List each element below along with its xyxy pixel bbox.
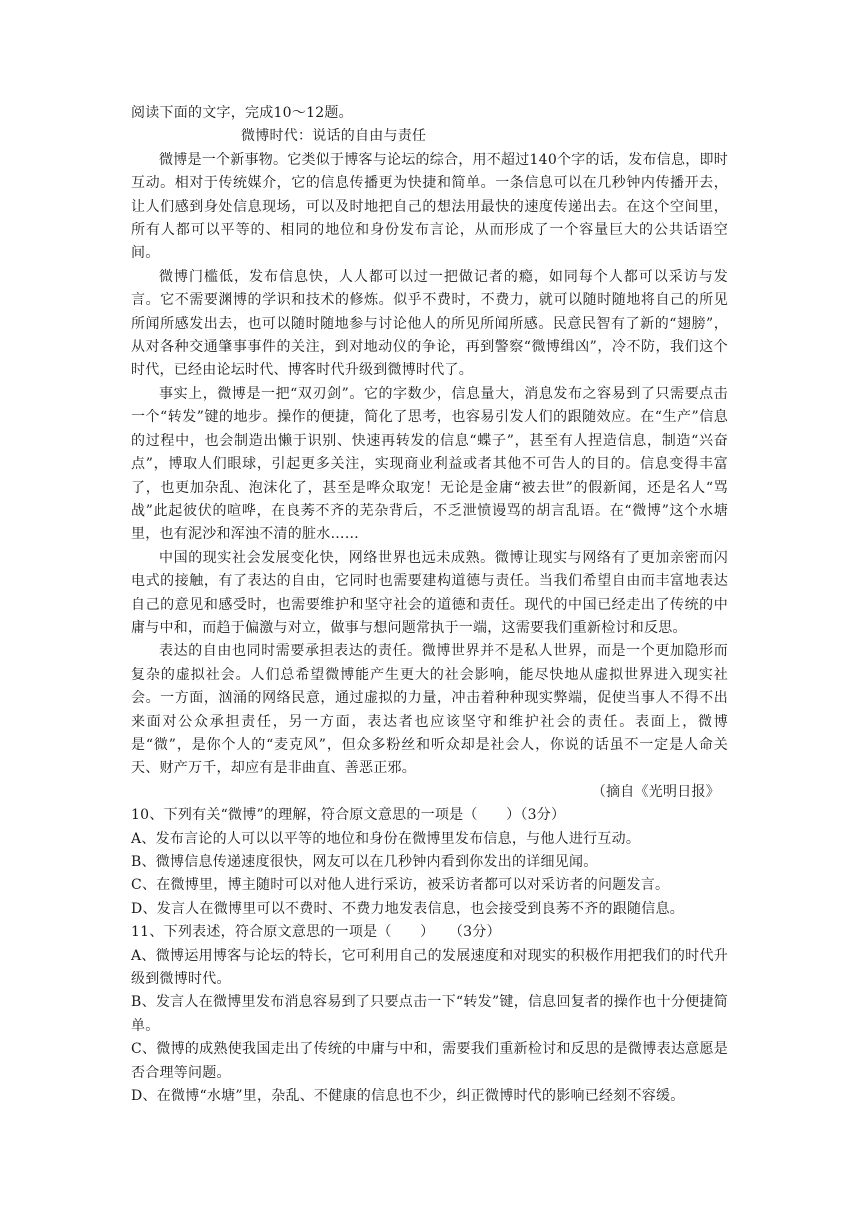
question-option-a: A、微博运用博客与论坛的特长，它可利用自己的发展速度和对现实的积极作用把我们的时代升级到微博时代。 [131, 947, 728, 988]
article-title: 微博时代：说话的自由与责任 [241, 128, 427, 145]
document-page [131, 102, 728, 1108]
reading-instruction: 阅读下面的文字，完成10～12题。 [131, 105, 353, 121]
question-option-b: B、微博信息传递速度很快，网友可以在几秒钟内看到你发出的详细见闻。 [131, 854, 598, 870]
question-option-b: B、发言人在微博里发布消息容易到了只要点击一下“转发”键，信息回复者的操作也十分便捷简单。 [131, 994, 728, 1034]
question-10 [131, 804, 728, 921]
question-option-d: D、发言人在微博里可以不费时、不费力地发表信息，也会接受到良莠不齐的跟随信息。 [131, 900, 684, 917]
article-paragraph-5: 表达的自由也同时需要承担表达的责任。微博世界并不是私人世界，而是一个更加隐形而复杂的虚拟社会。人们总希望微博能产生更大的社会影响，能尽快地从虚拟世界进入现实社会。一方面，汹涌的网络民意，通过虚拟的力量，冲击着种种现实弊端，促使当事人不得不出来面对公众承担责任，另一方面，表达者也应该坚守和维护社会的责任。表面上，微博是“微”，是你个人的“麦克风”，但众多粉丝和听众却是社会人，你说的话虽不一定是人命关天、财产万千，却应有是非曲直、善恶正邪。 [131, 643, 728, 777]
article-paragraph-2: 微博门槛低，发布信息快，人人都可以过一把做记者的瘾，如同每个人都可以采访与发言。它不需要渊博的学识和技术的修炼。似乎不费时，不费力，就可以随时随地将自己的所见所闻所感发出去，也可以随时随地参与讨论他人的所见所闻所感。民意民智有了新的“翅膀”，从对各种交通肇事事件的关注，到对地动仪的争论，再到警察“微博缉凶”，冷不防，我们这个时代，已经由论坛时代、博客时代升级到微博时代了。 [131, 268, 728, 379]
question-option-c: C、微博的成熟使我国走出了传统的中庸与中和，需要我们重新检讨和反思的是微博表达意愿是否合理等问题。 [131, 1041, 728, 1081]
article-paragraph-3: 事实上，微博是一把“双刃剑”。它的字数少，信息量大，消息发布之容易到了只需要点击一个“转发”键的地步。操作的便捷，简化了思考，也容易引发人们的跟随效应。在“生产”信息的过程中，也会制造出懒于识别、快速再转发的信息“蝶子”，甚至有人捏造信息，制造“兴奋点”，博取人们眼球，引起更多关注，实现商业利益或者其他不可告人的目的。信息变得丰富了，也更加杂乱、泡沫化了，甚至是哗众取宠！无论是金庸“被去世”的假新闻，还是名人“骂战”此起彼伏的喧哗，在良莠不齐的芜杂背后，不乏泄愤谩骂的胡言乱语。在“微博”这个水塘里，也有泥沙和浑浊不清的脏水…… [131, 385, 728, 543]
question-11 [131, 921, 728, 1108]
question-option-a: A、发布言论的人可以以平等的地位和身份在微博里发布信息，与他人进行互动。 [131, 830, 641, 847]
question-option-c: C、在微博里，博主随时可以对他人进行采访，被采访者都可以对采访者的问题发言。 [131, 877, 670, 894]
article-paragraph-4: 中国的现实社会发展变化快，网络世界也远未成熟。微博让现实与网络有了更加亲密而闪电式的接触，有了表达的自由，它同时也需要建构道德与责任。当我们希望自由而丰富地表达自己的意见和感受时，也需要维护和坚守社会的道德和责任。现代的中国已经走出了传统的中庸与中和，而趋于偏激与对立，做事与想问题常执于一端，这需要我们重新检讨和反思。 [131, 549, 728, 636]
question-stem: 11、下列表述，符合原文意思的一项是（ ） （3分） [131, 924, 501, 941]
article-source: （摘自《光明日报》 [591, 783, 720, 800]
article-paragraph-1: 微博是一个新事物。它类似于博客与论坛的综合，用不超过140个字的话，发布信息，即时互动。相对于传统媒介，它的信息传播更为快捷和简单。一条信息可以在几秒钟内传播开去，让人们感到身处信息现场，可以及时地把自己的想法用最快的速度传递出去。在这个空间里，所有人都可以平等的、相同的地位和身份发布言论，从而形成了一个容量巨大的公共话语空间。 [131, 151, 728, 262]
question-stem: 10、下列有关“微博”的理解，符合原文意思的一项是（ ）（3分） [131, 807, 566, 824]
question-option-d: D、在微博“水塘”里，杂乱、不健康的信息也不少，纠正微博时代的影响已经刻不容缓。 [131, 1088, 685, 1105]
